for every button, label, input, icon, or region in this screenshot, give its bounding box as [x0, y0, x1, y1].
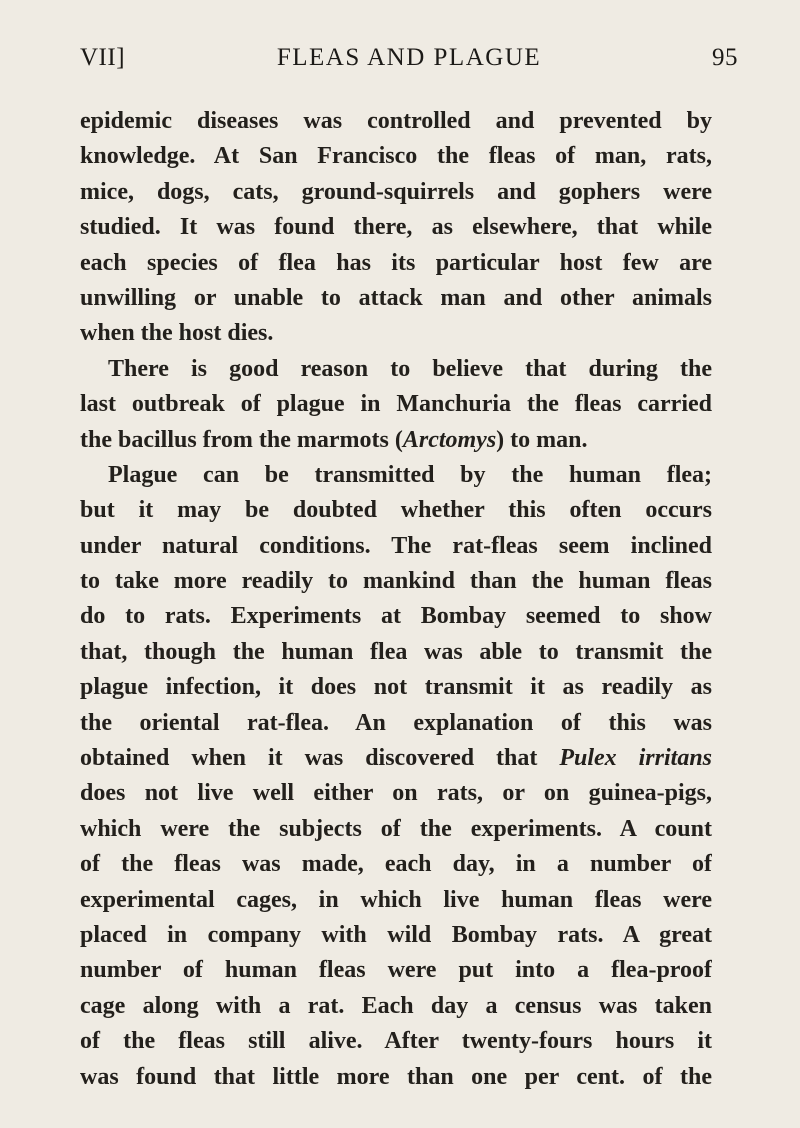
text-line — [80, 423, 712, 458]
text-line: number of human fleas were put into a flea-proof — [80, 957, 712, 984]
text-line: that, though the human flea was able to transmit the — [80, 638, 712, 665]
text-line: studied. It was found there, as elsewhere, that while — [80, 214, 712, 241]
text-line: mice, dogs, cats, ground-squirrels and gophers were — [80, 178, 712, 205]
text-line: knowledge. At San Francisco the fleas of man, rats, — [80, 143, 712, 170]
running-head — [80, 44, 738, 78]
text-line: of the fleas still alive. After twenty-fours hours it — [80, 1028, 712, 1055]
text-line — [80, 741, 712, 776]
text-line: unwilling or unable to attack man and other animals — [80, 284, 712, 311]
text-line: when the host dies. — [80, 320, 274, 347]
text-line: of the fleas was made, each day, in a number of — [80, 851, 712, 878]
text-line: cage along with a rat. Each day a census was taken — [80, 992, 712, 1019]
text-line: experimental cages, in which live human fleas were — [80, 886, 712, 913]
text-line: which were the subjects of the experiments. A count — [80, 815, 712, 842]
text-line: the oriental rat-flea. An explanation of this was — [80, 709, 712, 736]
text-line: epidemic diseases was controlled and prevented by — [80, 108, 712, 134]
text-run: obtained when it was discovered that — [80, 745, 560, 772]
text-line: was found that little more than one per cent. of the — [80, 1063, 712, 1090]
chapter-number: VII] — [80, 44, 126, 71]
italic-term: Pulex irritans — [559, 745, 712, 772]
text-line: does not live well either on rats, or on guinea-pigs, — [80, 780, 712, 807]
text-line: but it may be doubted whether this often occurs — [80, 497, 712, 524]
page-number: 95 — [712, 44, 738, 71]
text-line: to take more readily to mankind than the human fleas — [80, 568, 712, 595]
text-line: placed in company with wild Bombay rats. A great — [80, 921, 712, 948]
text-run: ) to man. — [496, 426, 588, 453]
text-line: do to rats. Experiments at Bombay seemed to show — [80, 603, 712, 630]
italic-term: Arctomys — [402, 426, 497, 453]
text-line: plague infection, it does not transmit it as readily as — [80, 674, 712, 701]
body-text — [80, 104, 712, 1095]
text-line: There is good reason to believe that during the — [108, 355, 712, 382]
running-title: FLEAS AND PLAGUE — [276, 44, 542, 71]
text-line: under natural conditions. The rat-fleas seem inclined — [80, 532, 712, 559]
text-line: Plague can be transmitted by the human flea; — [108, 461, 712, 488]
text-run: the bacillus from the marmots ( — [80, 426, 403, 453]
text-line: each species of flea has its particular host few are — [80, 249, 712, 276]
text-line: last outbreak of plague in Manchuria the fleas carried — [80, 391, 712, 418]
